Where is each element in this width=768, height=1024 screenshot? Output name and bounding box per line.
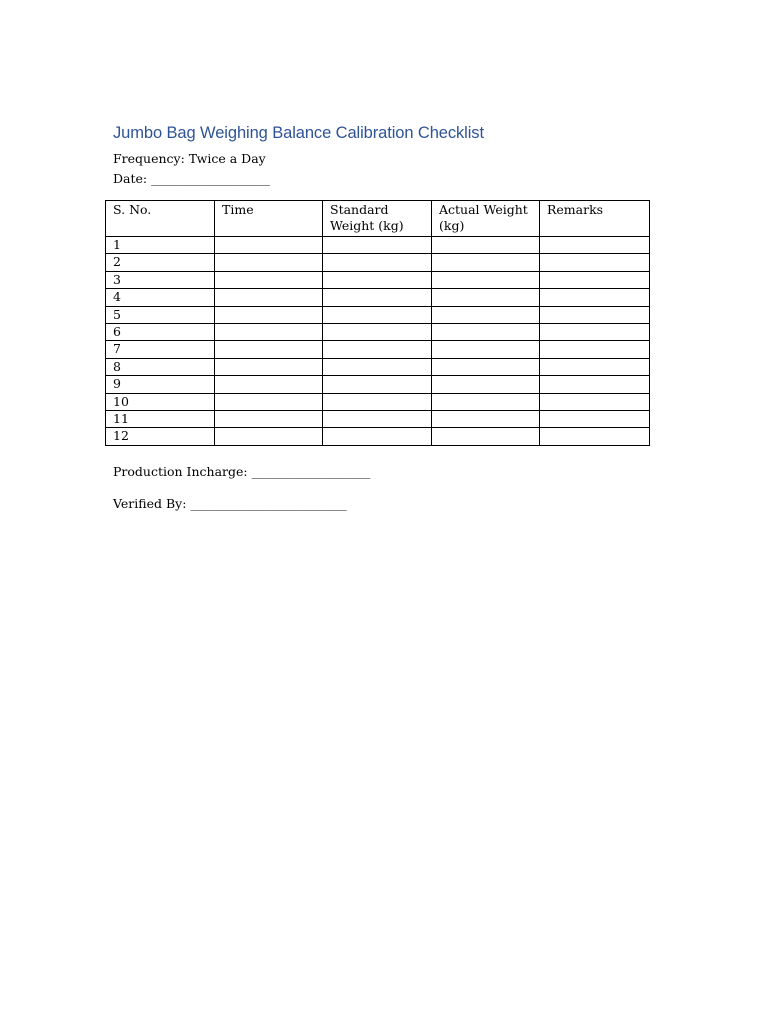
cell-standard-weight [323, 237, 432, 254]
cell-time [215, 410, 323, 427]
frequency-line: Frequency: Twice a Day [113, 151, 266, 166]
cell-serial-no: 6 [106, 323, 215, 340]
cell-time [215, 323, 323, 340]
cell-time [215, 237, 323, 254]
cell-standard-weight [323, 254, 432, 271]
cell-actual-weight [432, 306, 540, 323]
cell-serial-no: 4 [106, 289, 215, 306]
cell-serial-no: 3 [106, 271, 215, 288]
cell-serial-no: 10 [106, 393, 215, 410]
table-body [106, 237, 650, 446]
cell-remarks [540, 237, 650, 254]
cell-serial-no: 1 [106, 237, 215, 254]
date-line: Date: ___________________ [113, 171, 270, 186]
cell-actual-weight [432, 341, 540, 358]
cell-actual-weight [432, 254, 540, 271]
cell-standard-weight [323, 323, 432, 340]
cell-actual-weight [432, 393, 540, 410]
cell-standard-weight [323, 306, 432, 323]
cell-serial-no: 12 [106, 428, 215, 445]
cell-time [215, 358, 323, 375]
cell-actual-weight [432, 289, 540, 306]
cell-standard-weight [323, 358, 432, 375]
cell-serial-no: 7 [106, 341, 215, 358]
cell-remarks [540, 341, 650, 358]
cell-actual-weight [432, 376, 540, 393]
cell-actual-weight [432, 271, 540, 288]
cell-remarks [540, 393, 650, 410]
table-row [106, 289, 650, 306]
cell-time [215, 254, 323, 271]
cell-actual-weight [432, 428, 540, 445]
cell-remarks [540, 289, 650, 306]
cell-remarks [540, 271, 650, 288]
cell-serial-no: 2 [106, 254, 215, 271]
table-row [106, 341, 650, 358]
table-row [106, 323, 650, 340]
cell-remarks [540, 254, 650, 271]
cell-remarks [540, 358, 650, 375]
table-row [106, 358, 650, 375]
cell-serial-no: 5 [106, 306, 215, 323]
cell-time [215, 271, 323, 288]
cell-serial-no: 8 [106, 358, 215, 375]
header-remarks: Remarks [540, 201, 650, 237]
cell-actual-weight [432, 358, 540, 375]
table-row [106, 410, 650, 427]
cell-time [215, 341, 323, 358]
cell-standard-weight [323, 410, 432, 427]
verified-by-line: Verified By: _________________________ [113, 496, 347, 511]
header-actual-weight: Actual Weight (kg) [432, 201, 540, 237]
cell-standard-weight [323, 341, 432, 358]
cell-remarks [540, 376, 650, 393]
table-row [106, 271, 650, 288]
table-header-row [106, 201, 650, 237]
cell-time [215, 376, 323, 393]
cell-standard-weight [323, 271, 432, 288]
cell-time [215, 289, 323, 306]
table-row [106, 306, 650, 323]
cell-remarks [540, 428, 650, 445]
header-serial-no: S. No. [106, 201, 215, 237]
cell-actual-weight [432, 237, 540, 254]
cell-time [215, 393, 323, 410]
cell-remarks [540, 323, 650, 340]
calibration-table [105, 200, 650, 446]
cell-standard-weight [323, 428, 432, 445]
table-row [106, 237, 650, 254]
cell-remarks [540, 410, 650, 427]
cell-actual-weight [432, 410, 540, 427]
cell-time [215, 306, 323, 323]
header-time: Time [215, 201, 323, 237]
table-row [106, 254, 650, 271]
cell-standard-weight [323, 393, 432, 410]
cell-serial-no: 11 [106, 410, 215, 427]
table-row [106, 393, 650, 410]
table-row [106, 376, 650, 393]
cell-standard-weight [323, 289, 432, 306]
cell-actual-weight [432, 323, 540, 340]
cell-serial-no: 9 [106, 376, 215, 393]
table-row [106, 428, 650, 445]
header-standard-weight: Standard Weight (kg) [323, 201, 432, 237]
cell-standard-weight [323, 376, 432, 393]
cell-time [215, 428, 323, 445]
cell-remarks [540, 306, 650, 323]
document-title: Jumbo Bag Weighing Balance Calibration Checklist [113, 124, 484, 142]
production-incharge-line: Production Incharge: ___________________ [113, 464, 371, 479]
